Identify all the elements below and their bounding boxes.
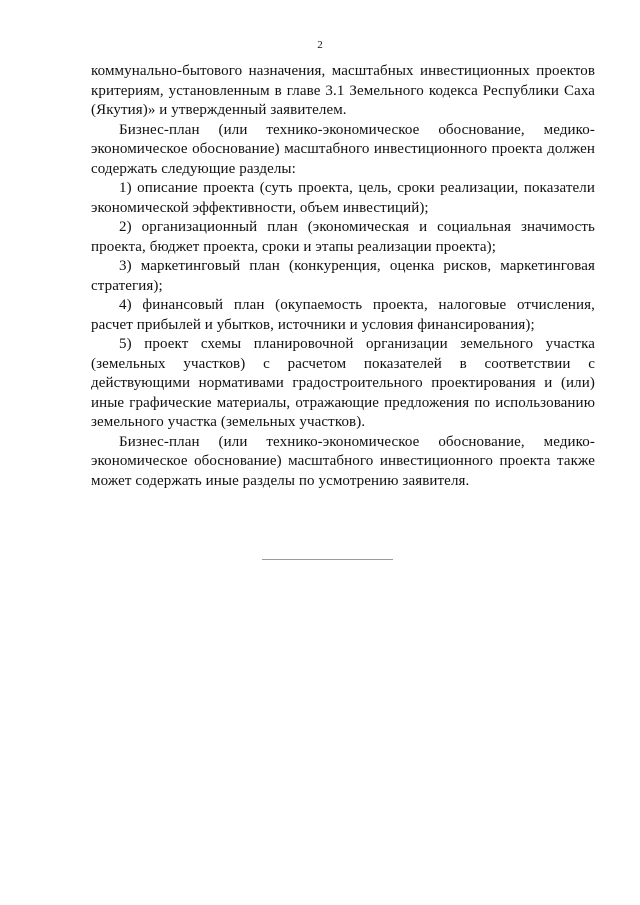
list-item-4: 4) финансовый план (окупаемость проекта, налоговые отчисления, расчет прибылей и убытков, источники и условия финансирования);	[91, 297, 595, 333]
list-item-1: 1) описание проекта (суть проекта, цель, сроки реализации, показатели экономической эффективности, объем инвестиций);	[91, 180, 595, 216]
page-number: 2	[317, 39, 323, 51]
list-item-5: 5) проект схемы планировочной организации земельного участка (земельных участков) с расчетом показателей в соответствии с действующими нормативами градостроительного проектирования и (или) иные графические материалы, отражающие предложения по использованию земельного участка (земельных участков).	[91, 336, 595, 430]
end-divider-line	[262, 559, 393, 560]
paragraph-additional-sections: Бизнес-план (или технико-экономическое обоснование, медико-экономическое обоснование) масштабного инвестиционного проекта также может содержать иные разделы по усмотрению заявителя.	[91, 433, 595, 489]
paragraph-continuation: коммунально-бытового назначения, масштабных инвестиционных проектов критериям, установленным в главе 3.1 Земельного кодекса Республики Саха (Якутия)» и утвержденный заявителем.	[91, 63, 595, 118]
list-item-2: 2) организационный план (экономическая и социальная значимость проекта, бюджет проекта, сроки и этапы реализации проекта);	[91, 219, 595, 255]
document-body	[91, 62, 595, 491]
paragraph-business-plan-intro: Бизнес-план (или технико-экономическое обоснование, медико-экономическое обоснование) масштабного инвестиционного проекта должен содержать следующие разделы:	[91, 121, 595, 177]
list-item-3: 3) маркетинговый план (конкуренция, оценка рисков, маркетинговая стратегия);	[91, 258, 595, 294]
